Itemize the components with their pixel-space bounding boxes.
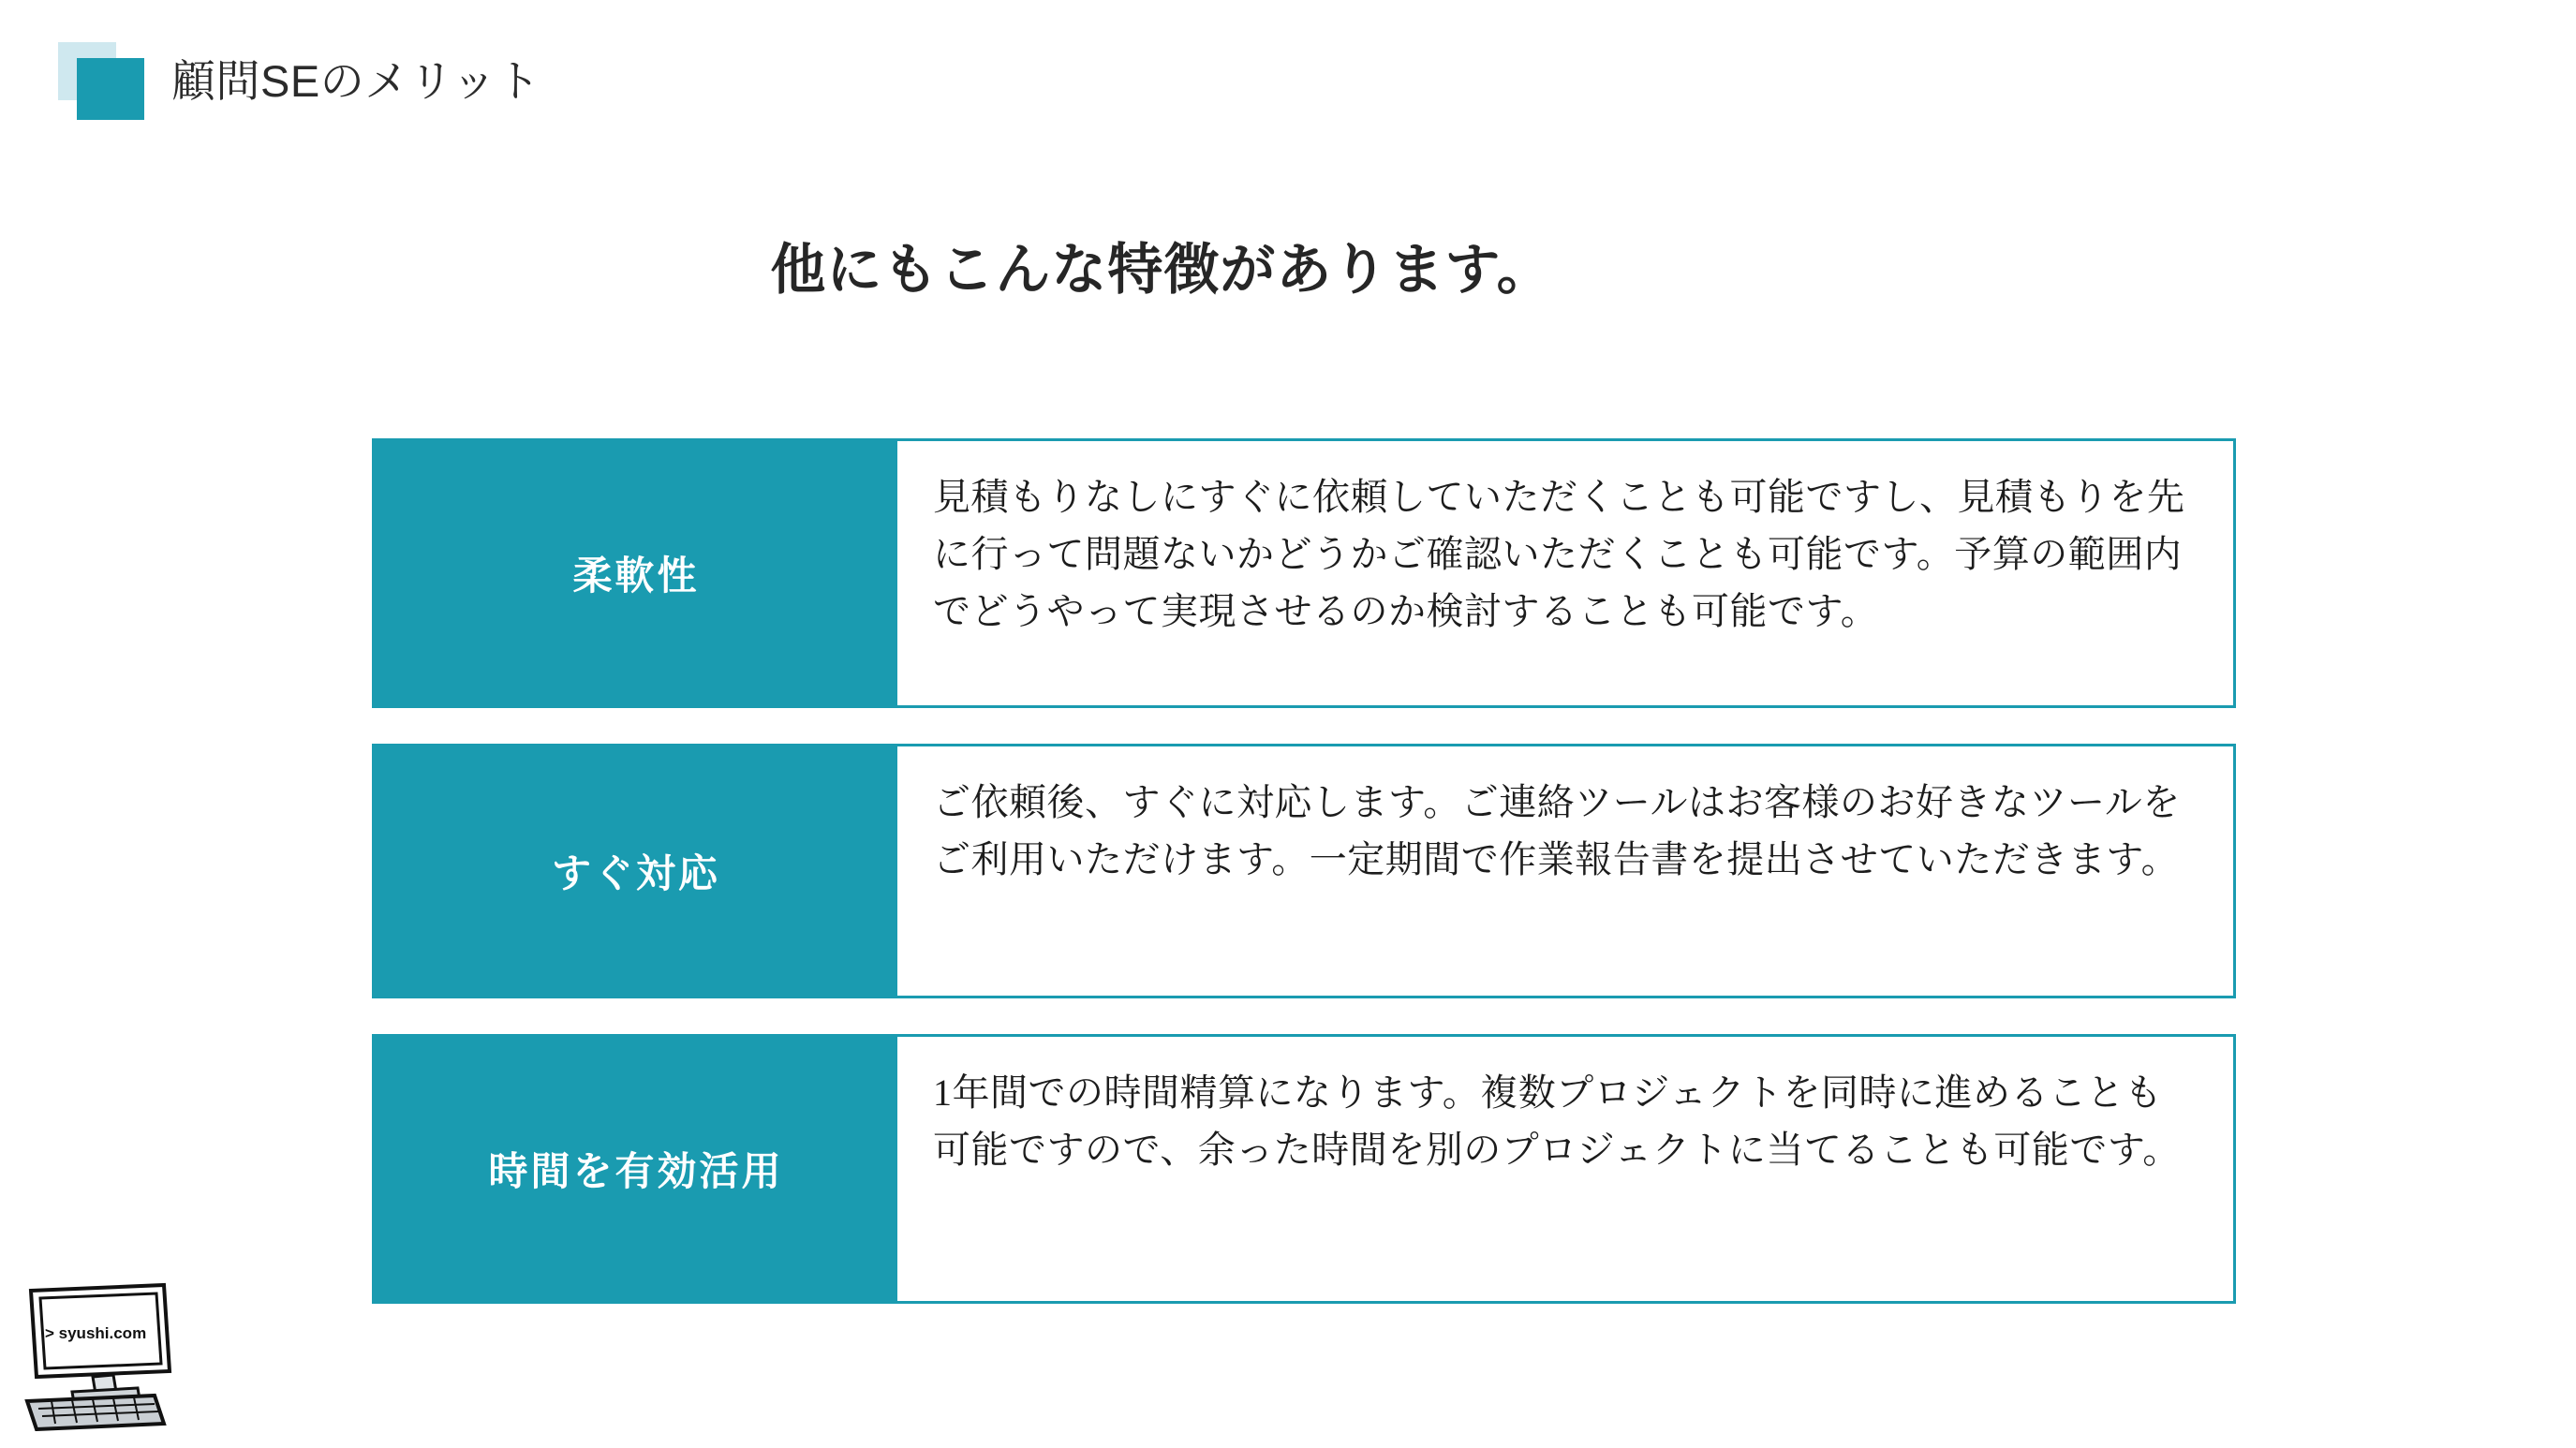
feature-table	[372, 438, 2236, 1339]
row-body: 1年間での時間精算になります。複数プロジェクトを同時に進めることも可能ですので、余った時間を別のプロジェクトに当てることも可能です。	[933, 1071, 2181, 1171]
row-body: ご依頼後、すぐに対応します。ご連絡ツールはお客様のお好きなツールをご利用いただけます。一定期間で作業報告書を提出させていただきます。	[933, 781, 2181, 880]
main-heading: 他にもこんな特徴があります。	[770, 239, 1553, 301]
header-accent-square-dark	[77, 58, 144, 120]
table-row	[372, 744, 2236, 998]
slide-header	[0, 0, 2576, 159]
row-label: すぐ対応	[375, 746, 897, 996]
row-label: 時間を有効活用	[375, 1037, 897, 1301]
page-title: 顧問SEのメリット	[171, 56, 541, 106]
computer-logo-icon	[23, 1281, 187, 1431]
table-row	[372, 1034, 2236, 1304]
row-body: 見積もりなしにすぐに依頼していただくことも可能ですし、見積もりを先に行って問題ないかどうかご確認いただくことも可能です。予算の範囲内でどうやって実現させるのか検討することも可能です。	[933, 476, 2185, 632]
table-row	[372, 438, 2236, 708]
logo-text: > syushi.com	[45, 1324, 147, 1342]
row-label: 柔軟性	[375, 441, 897, 705]
